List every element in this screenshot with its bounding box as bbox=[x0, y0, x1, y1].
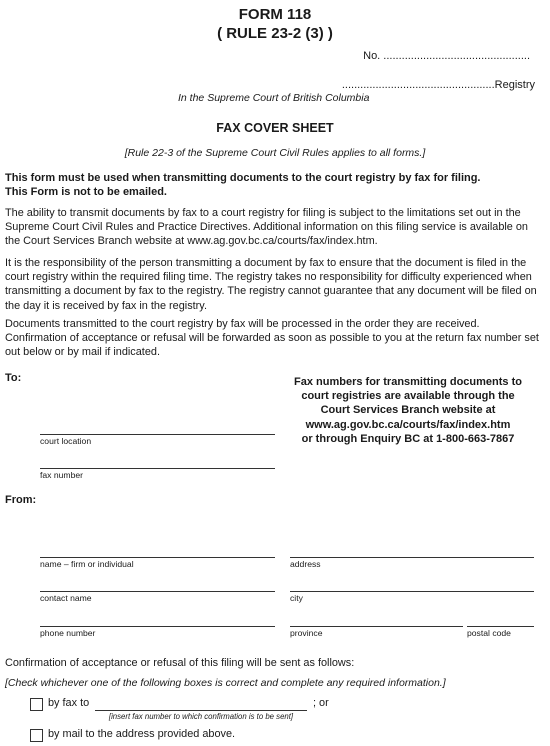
court-location-field[interactable]: court location bbox=[40, 434, 275, 446]
postal-code-field[interactable]: postal code bbox=[467, 626, 534, 638]
confirmation-fax-field[interactable]: [insert fax number to which confirmation is to be sent] bbox=[95, 710, 307, 721]
from-label: From: bbox=[5, 494, 37, 506]
fax-info-box bbox=[288, 375, 528, 446]
confirmation-intro: Confirmation of acceptance or refusal of this filing will be sent as follows: bbox=[5, 657, 355, 669]
registry-field[interactable]: ..................................................Registry bbox=[341, 79, 535, 91]
by-mail-checkbox[interactable] bbox=[30, 729, 43, 742]
paragraph-limitations: The ability to transmit documents by fax to a court registry for filing is subject to the limitations set out in the Supreme Court Civil Rules and Practice Directives. Additional information on this filing service is available on the Court Services Branch website at www.ag.gov.bc.ca/courts/fax/index.htm. bbox=[5, 207, 528, 248]
by-fax-label: by fax to bbox=[48, 697, 90, 709]
notice-line-2: This Form is not to be emailed. bbox=[5, 186, 167, 198]
fax-info-line: or through Enquiry BC at 1-800-663-7867 bbox=[301, 432, 515, 445]
form-number: FORM 118 bbox=[238, 6, 312, 23]
province-field[interactable]: province bbox=[290, 626, 463, 638]
fax-info-line: court registries are available through the bbox=[301, 390, 515, 403]
or-text: ; or bbox=[313, 697, 329, 709]
name-field[interactable]: name – firm or individual bbox=[40, 557, 275, 569]
notice-line-1: This form must be used when transmitting documents to the court registry by fax for filing. bbox=[5, 172, 481, 184]
by-fax-checkbox[interactable] bbox=[30, 698, 43, 711]
notice-bold bbox=[5, 171, 535, 199]
rule-note: [Rule 22-3 of the Supreme Court Civil Rules applies to all forms.] bbox=[124, 147, 426, 159]
fax-info-line: Fax numbers for transmitting documents to bbox=[294, 376, 522, 388]
fax-info-line: Court Services Branch website at bbox=[320, 404, 496, 417]
phone-number-field[interactable]: phone number bbox=[40, 626, 275, 638]
court-name: In the Supreme Court of British Columbia bbox=[178, 92, 370, 104]
fax-number-field[interactable]: fax number bbox=[40, 468, 275, 480]
file-number-field[interactable]: No. ................................................ bbox=[363, 50, 530, 62]
city-field[interactable]: city bbox=[290, 591, 534, 603]
check-note: [Check whichever one of the following boxes is correct and complete any required information.] bbox=[5, 677, 446, 689]
contact-name-field[interactable]: contact name bbox=[40, 591, 275, 603]
fax-info-line: www.ag.gov.bc.ca/courts/fax/index.htm bbox=[305, 418, 511, 431]
address-field[interactable]: address bbox=[290, 557, 534, 569]
by-mail-label: by mail to the address provided above. bbox=[48, 728, 236, 740]
page-title: FAX COVER SHEET bbox=[216, 121, 334, 135]
form-rule: ( RULE 23-2 (3) ) bbox=[217, 25, 333, 42]
paragraph-processing: Documents transmitted to the court registry by fax will be processed in the order they are received. Confirmation of acceptance or refusal will be forwarded as soon as possible to you at the return fax number set out below or by mail if indicated. bbox=[5, 318, 539, 359]
paragraph-responsibility: It is the responsibility of the person transmitting a document by fax to ensure that the document is filed in the court registry within the required filing time. The registry takes no responsibility for difficulty experienced when transmitting a document by fax to the registry. The registry cannot guarantee that any document will be filed on the day it is received by fax in the registry. bbox=[5, 257, 537, 312]
to-label: To: bbox=[5, 372, 22, 384]
